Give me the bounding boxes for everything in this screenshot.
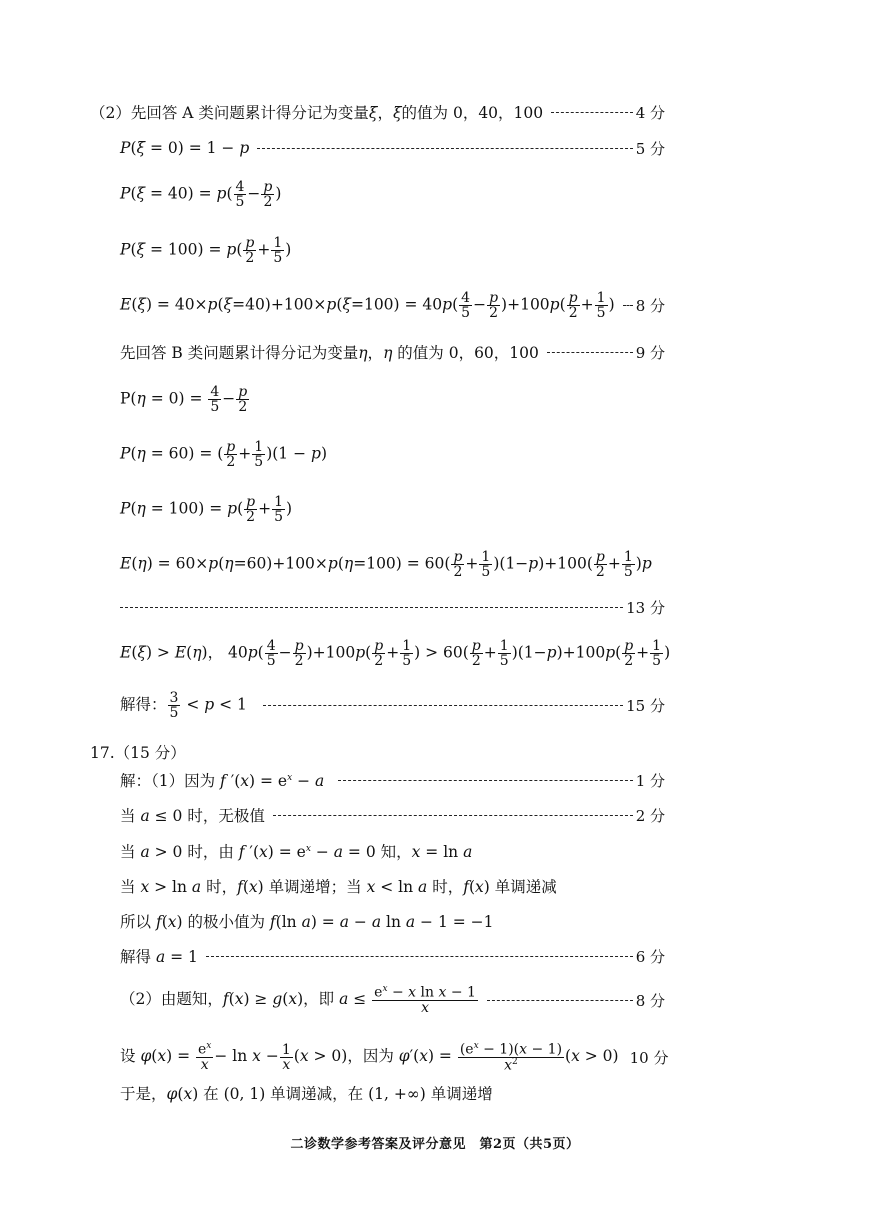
line-text: 解得： $\frac{3}{5}$ < p < 1 (120, 689, 247, 721)
leader-dots (551, 112, 633, 113)
answer-line (0, 179, 870, 209)
line-text: P(ξ = 100) = p( $\frac{p}{2}$ + $\frac{1}{5}$ ) (120, 234, 292, 266)
score-mark: 1 分 (635, 771, 665, 790)
line-text: 先回答 B 类问题累计得分记为变量η，η 的值为 0，60，100 (120, 344, 539, 362)
line-text: 所以 f(x) 的极小值为 f(ln a) = a − a ln a − 1 = −1 (120, 913, 494, 931)
leader-dots (623, 305, 633, 306)
leader-dots (273, 815, 633, 816)
leader-dots (487, 1000, 633, 1001)
line-text: 当 a > 0 时，由 f $'(x) = e^x - a = 0$ 知，x = ln a (120, 843, 473, 861)
leader-dots (120, 607, 623, 608)
answer-line (0, 384, 870, 414)
answer-line (0, 1042, 870, 1072)
answer-line (0, 97, 870, 127)
question-heading (0, 737, 870, 767)
answer-line (0, 906, 870, 936)
line-text: 设 φ(x) = $\frac{e^x}{x}$ − ln x − $\frac{1}{x}$ (x > 0)，因为 φ′(x) = $\frac{(e^x - 1)(x - 1)}{x^2}$ (x > 0) (120, 1040, 619, 1074)
answer-line (0, 985, 870, 1015)
score-mark: 13 分 (626, 598, 665, 617)
score-mark: 8 分 (635, 991, 665, 1010)
answer-line (0, 871, 870, 901)
line-text: E(ξ) = 40×p(ξ=40)+100×p(ξ=100) = 40p( $\frac{4}{5}$ − $\frac{p}{2}$ )+100p( $\frac{p}{2}$ + $\frac{1}{5}$ ) (120, 289, 615, 321)
line-text: 解：（1）因为 f $'(x) = e^x - a$ (120, 772, 325, 790)
line-text: P(η = 0) = $\frac{4}{5}$ − $\frac{p}{2}$ (120, 383, 248, 415)
score-mark: 2 分 (635, 806, 665, 825)
answer-line (0, 638, 870, 668)
line-text: 当 x > ln a 时，f(x) 单调递增；当 x < ln a 时，f(x) 单调递减 (120, 878, 557, 896)
answer-line (0, 765, 870, 795)
answer-line (0, 690, 870, 720)
leader-dots (547, 352, 633, 353)
score-mark: 10 分 (629, 1048, 669, 1067)
answer-line (0, 494, 870, 524)
score-mark: 6 分 (635, 947, 665, 966)
answer-line (0, 133, 870, 163)
line-text: P(ξ = 0) = 1 − p (120, 139, 250, 157)
line-text: （2）先回答 A 类问题累计得分记为变量ξ，ξ的值为 0，40，100 (90, 104, 544, 122)
line-text: （2）由题知，f(x) ≥ g(x)，即 a ≤ $\frac{e^x - x \ln x - 1}{x}$ (120, 984, 476, 1016)
line-text: E(ξ) > E(η)， 40p( $\frac{4}{5}$ − $\frac{p}{2}$ )+100p( $\frac{p}{2}$ + $\frac{1}{5}$ ) > 60( $\frac{p}{2}$ + $\frac{1}{5}$ )(1−p)+100p( $\frac{p}{2}$ + $\frac{1}{5}$ ) (120, 637, 671, 669)
answer-line (0, 592, 870, 622)
line-text: 当 a ≤ 0 时，无极值 (120, 807, 265, 825)
leader-dots (206, 956, 633, 957)
leader-dots (257, 148, 632, 149)
line-text: P(ξ = 40) = p( $\frac{4}{5}$ − $\frac{p}{2}$ ) (120, 178, 282, 210)
line-text: E(η) = 60×p(η=60)+100×p(η=100) = 60( $\frac{p}{2}$ + $\frac{1}{5}$ )(1−p)+100( $\frac{p}{2}$ + $\frac{1}{5}$ )p (120, 548, 652, 580)
line-text: P(η = 100) = p( $\frac{p}{2}$ + $\frac{1}{5}$ ) (120, 493, 293, 525)
page-footer: 二诊数学参考答案及评分意见 第2页（共5页） (290, 1137, 580, 1152)
answer-line (0, 290, 870, 320)
score-mark: 4 分 (635, 103, 665, 122)
score-mark: 15 分 (626, 696, 665, 715)
answer-line (0, 1078, 870, 1108)
line-text: 17.（15 分） (90, 744, 186, 762)
line-text: 于是，φ(x) 在 (0, 1) 单调递减，在 (1, +∞) 单调递增 (120, 1085, 493, 1103)
leader-dots (263, 705, 623, 706)
answer-line (0, 800, 870, 830)
answer-line (0, 941, 870, 971)
answer-line (0, 549, 870, 579)
line-text: P(η = 60) = ( $\frac{p}{2}$ + $\frac{1}{5}$ )(1 − p) (120, 438, 327, 470)
answer-line (0, 439, 870, 469)
answer-line (0, 235, 870, 265)
answer-line (0, 836, 870, 866)
score-mark: 9 分 (635, 343, 665, 362)
answer-line (0, 337, 870, 367)
score-mark: 8 分 (635, 296, 665, 315)
leader-dots (338, 780, 632, 781)
line-text: 解得 a = 1 (120, 948, 198, 966)
score-mark: 5 分 (635, 139, 665, 158)
